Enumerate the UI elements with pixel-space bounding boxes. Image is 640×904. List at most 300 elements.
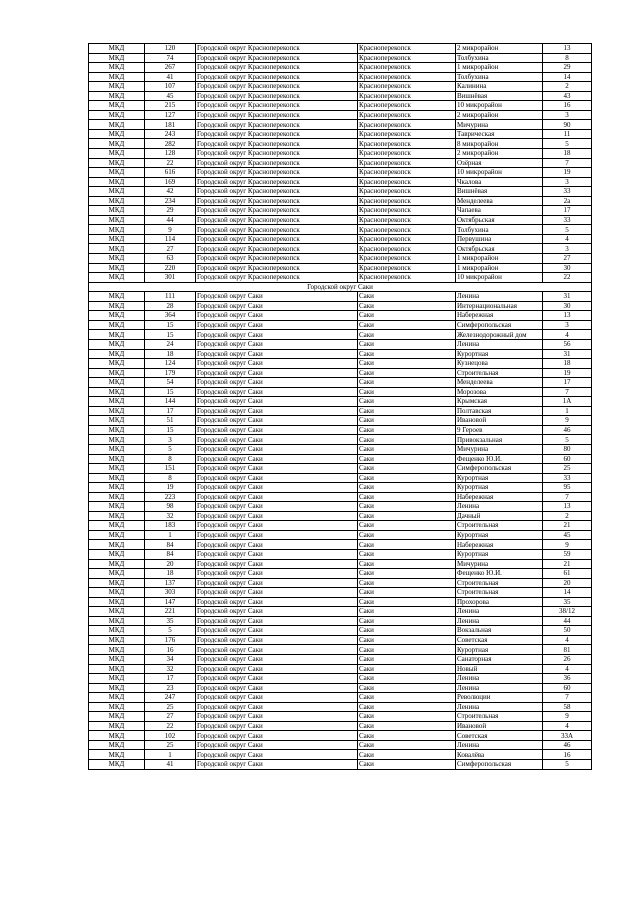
house-number-cell: 4: [543, 234, 592, 244]
municipality-cell: Городской округ Саки: [196, 292, 358, 302]
house-number-cell: 1: [543, 406, 592, 416]
street-cell: Менделеева: [456, 378, 543, 388]
municipality-cell: Городской округ Красноперекопск: [196, 72, 358, 82]
house-number-cell: 9: [543, 416, 592, 426]
city-cell: Красноперекопск: [358, 91, 456, 101]
street-cell: Чапаева: [456, 206, 543, 216]
city-cell: Красноперекопск: [358, 206, 456, 216]
house-number-cell: 8: [543, 53, 592, 63]
street-cell: Симферопольская: [456, 320, 543, 330]
street-cell: Курортная: [456, 349, 543, 359]
building-type-cell: МКД: [89, 454, 145, 464]
municipality-cell: Городской округ Красноперекопск: [196, 110, 358, 120]
table-row: [89, 645, 592, 655]
municipality-cell: Городской округ Саки: [196, 740, 358, 750]
city-cell: Саки: [358, 521, 456, 531]
municipality-cell: Городской округ Саки: [196, 712, 358, 722]
city-cell: Саки: [358, 292, 456, 302]
table-row: [89, 387, 592, 397]
house-number-cell: 9: [543, 712, 592, 722]
city-cell: Красноперекопск: [358, 129, 456, 139]
city-cell: Саки: [358, 406, 456, 416]
house-number-cell: 3: [543, 244, 592, 254]
building-type-cell: МКД: [89, 378, 145, 388]
number-cell: 234: [145, 196, 196, 206]
street-cell: Новый: [456, 664, 543, 674]
city-cell: Саки: [358, 740, 456, 750]
building-type-cell: МКД: [89, 359, 145, 369]
house-number-cell: 13: [543, 44, 592, 54]
number-cell: 243: [145, 129, 196, 139]
section-heading: Городской округ Саки: [89, 282, 592, 292]
municipality-cell: Городской округ Красноперекопск: [196, 215, 358, 225]
house-number-cell: 17: [543, 206, 592, 216]
house-number-cell: 9: [543, 540, 592, 550]
municipality-cell: Городской округ Саки: [196, 626, 358, 636]
table-row: [89, 225, 592, 235]
city-cell: Саки: [358, 664, 456, 674]
table-row: [89, 521, 592, 531]
city-cell: Саки: [358, 330, 456, 340]
table-row: [89, 320, 592, 330]
city-cell: Саки: [358, 540, 456, 550]
municipality-cell: Городской округ Красноперекопск: [196, 196, 358, 206]
table-row: [89, 63, 592, 73]
municipality-cell: Городской округ Саки: [196, 645, 358, 655]
number-cell: 19: [145, 483, 196, 493]
city-cell: Саки: [358, 473, 456, 483]
table-row: [89, 683, 592, 693]
street-cell: Ленина: [456, 502, 543, 512]
house-number-cell: 19: [543, 168, 592, 178]
building-type-cell: МКД: [89, 120, 145, 130]
table-row: [89, 530, 592, 540]
street-cell: Строительная: [456, 368, 543, 378]
number-cell: 151: [145, 464, 196, 474]
building-type-cell: МКД: [89, 578, 145, 588]
table-row: [89, 502, 592, 512]
table-row: [89, 234, 592, 244]
table-row: [89, 139, 592, 149]
building-type-cell: МКД: [89, 683, 145, 693]
city-cell: Саки: [358, 387, 456, 397]
number-cell: 98: [145, 502, 196, 512]
city-cell: Красноперекопск: [358, 263, 456, 273]
house-number-cell: 30: [543, 301, 592, 311]
table-row: [89, 740, 592, 750]
street-cell: Железнодорожный дом: [456, 330, 543, 340]
house-number-cell: 27: [543, 254, 592, 264]
number-cell: 44: [145, 215, 196, 225]
street-cell: Революции: [456, 693, 543, 703]
table-body: [89, 44, 592, 770]
street-cell: 9 Героев: [456, 425, 543, 435]
street-cell: 2 микрорайон: [456, 149, 543, 159]
building-type-cell: МКД: [89, 674, 145, 684]
table-row: [89, 664, 592, 674]
table-row: [89, 454, 592, 464]
street-cell: Первушина: [456, 234, 543, 244]
street-cell: Ивановой: [456, 721, 543, 731]
building-type-cell: МКД: [89, 91, 145, 101]
table-row: [89, 196, 592, 206]
house-number-cell: 56: [543, 339, 592, 349]
building-type-cell: МКД: [89, 330, 145, 340]
number-cell: 42: [145, 187, 196, 197]
house-number-cell: 7: [543, 492, 592, 502]
municipality-cell: Городской округ Саки: [196, 702, 358, 712]
building-type-cell: МКД: [89, 158, 145, 168]
municipality-cell: Городской округ Саки: [196, 502, 358, 512]
municipality-cell: Городской округ Саки: [196, 674, 358, 684]
city-cell: Саки: [358, 721, 456, 731]
number-cell: 144: [145, 397, 196, 407]
municipality-cell: Городской округ Красноперекопск: [196, 254, 358, 264]
table-row: [89, 91, 592, 101]
table-row: [89, 378, 592, 388]
building-type-cell: МКД: [89, 416, 145, 426]
table-row: [89, 702, 592, 712]
number-cell: 114: [145, 234, 196, 244]
street-cell: Калинина: [456, 82, 543, 92]
street-cell: Набережная: [456, 492, 543, 502]
house-number-cell: 81: [543, 645, 592, 655]
section-heading-row: [89, 282, 592, 292]
city-cell: Красноперекопск: [358, 110, 456, 120]
municipality-cell: Городской округ Красноперекопск: [196, 225, 358, 235]
number-cell: 41: [145, 72, 196, 82]
municipality-cell: Городской округ Красноперекопск: [196, 53, 358, 63]
table-row: [89, 149, 592, 159]
street-cell: Советская: [456, 731, 543, 741]
table-row: [89, 588, 592, 598]
house-number-cell: 29: [543, 63, 592, 73]
building-type-cell: МКД: [89, 177, 145, 187]
house-number-cell: 5: [543, 760, 592, 770]
house-number-cell: 43: [543, 91, 592, 101]
house-number-cell: 14: [543, 72, 592, 82]
table-row: [89, 616, 592, 626]
building-type-cell: МКД: [89, 511, 145, 521]
building-type-cell: МКД: [89, 483, 145, 493]
municipality-cell: Городской округ Саки: [196, 416, 358, 426]
municipality-cell: Городской округ Саки: [196, 664, 358, 674]
number-cell: 41: [145, 760, 196, 770]
municipality-cell: Городской округ Саки: [196, 655, 358, 665]
city-cell: Красноперекопск: [358, 254, 456, 264]
municipality-cell: Городской округ Саки: [196, 750, 358, 760]
municipality-cell: Городской округ Красноперекопск: [196, 63, 358, 73]
table-row: [89, 244, 592, 254]
house-number-cell: 17: [543, 378, 592, 388]
street-cell: Октябрьская: [456, 244, 543, 254]
table-row: [89, 597, 592, 607]
house-number-cell: 21: [543, 559, 592, 569]
number-cell: 17: [145, 674, 196, 684]
municipality-cell: Городской округ Красноперекопск: [196, 273, 358, 283]
street-cell: Вокзальная: [456, 626, 543, 636]
municipality-cell: Городской округ Саки: [196, 569, 358, 579]
house-number-cell: 16: [543, 750, 592, 760]
municipality-cell: Городской округ Саки: [196, 549, 358, 559]
number-cell: 176: [145, 635, 196, 645]
street-cell: Ленина: [456, 740, 543, 750]
house-number-cell: 11: [543, 129, 592, 139]
building-type-cell: МКД: [89, 569, 145, 579]
house-number-cell: 22: [543, 273, 592, 283]
building-type-cell: МКД: [89, 740, 145, 750]
table-row: [89, 311, 592, 321]
house-number-cell: 14: [543, 588, 592, 598]
table-row: [89, 578, 592, 588]
number-cell: 120: [145, 44, 196, 54]
city-cell: Саки: [358, 635, 456, 645]
number-cell: 22: [145, 158, 196, 168]
table-row: [89, 101, 592, 111]
house-number-cell: 5: [543, 435, 592, 445]
building-type-cell: МКД: [89, 635, 145, 645]
city-cell: Саки: [358, 655, 456, 665]
street-cell: 10 микрорайон: [456, 168, 543, 178]
building-type-cell: МКД: [89, 168, 145, 178]
building-type-cell: МКД: [89, 607, 145, 617]
city-cell: Саки: [358, 760, 456, 770]
table-row: [89, 44, 592, 54]
house-number-cell: 35: [543, 597, 592, 607]
house-number-cell: 46: [543, 425, 592, 435]
city-cell: Красноперекопск: [358, 53, 456, 63]
municipality-cell: Городской округ Саки: [196, 483, 358, 493]
table-row: [89, 712, 592, 722]
street-cell: Курортная: [456, 549, 543, 559]
city-cell: Саки: [358, 320, 456, 330]
building-type-cell: МКД: [89, 693, 145, 703]
street-cell: Полтавская: [456, 406, 543, 416]
municipality-cell: Городской округ Саки: [196, 397, 358, 407]
street-cell: Ленина: [456, 702, 543, 712]
building-type-cell: МКД: [89, 139, 145, 149]
number-cell: 84: [145, 549, 196, 559]
number-cell: 223: [145, 492, 196, 502]
number-cell: 54: [145, 378, 196, 388]
house-number-cell: 26: [543, 655, 592, 665]
city-cell: Саки: [358, 731, 456, 741]
house-number-cell: 33: [543, 187, 592, 197]
house-number-cell: 46: [543, 740, 592, 750]
house-number-cell: 50: [543, 626, 592, 636]
table-row: [89, 301, 592, 311]
building-type-cell: МКД: [89, 645, 145, 655]
street-cell: 2 микрорайон: [456, 110, 543, 120]
number-cell: 183: [145, 521, 196, 531]
table-row: [89, 206, 592, 216]
street-cell: Октябрьская: [456, 215, 543, 225]
building-type-cell: МКД: [89, 149, 145, 159]
table-row: [89, 158, 592, 168]
building-type-cell: МКД: [89, 464, 145, 474]
number-cell: 18: [145, 349, 196, 359]
city-cell: Красноперекопск: [358, 244, 456, 254]
municipality-cell: Городской округ Саки: [196, 511, 358, 521]
number-cell: 8: [145, 473, 196, 483]
number-cell: 221: [145, 607, 196, 617]
table-row: [89, 464, 592, 474]
number-cell: 84: [145, 540, 196, 550]
house-number-cell: 1А: [543, 397, 592, 407]
table-row: [89, 693, 592, 703]
table-row: [89, 53, 592, 63]
table-row: [89, 359, 592, 369]
house-number-cell: 2а: [543, 196, 592, 206]
table-row: [89, 674, 592, 684]
building-type-cell: МКД: [89, 273, 145, 283]
number-cell: 16: [145, 645, 196, 655]
building-type-cell: МКД: [89, 502, 145, 512]
street-cell: Мичурина: [456, 559, 543, 569]
municipality-cell: Городской округ Саки: [196, 597, 358, 607]
number-cell: 301: [145, 273, 196, 283]
building-type-cell: МКД: [89, 368, 145, 378]
city-cell: Саки: [358, 626, 456, 636]
table-row: [89, 330, 592, 340]
building-type-cell: МКД: [89, 626, 145, 636]
street-cell: Кузнецова: [456, 359, 543, 369]
table-row: [89, 273, 592, 283]
street-cell: Толбухина: [456, 225, 543, 235]
table-row: [89, 416, 592, 426]
building-type-cell: МКД: [89, 53, 145, 63]
street-cell: Дачный: [456, 511, 543, 521]
building-type-cell: МКД: [89, 72, 145, 82]
municipality-cell: Городской округ Красноперекопск: [196, 149, 358, 159]
building-type-cell: МКД: [89, 750, 145, 760]
city-cell: Красноперекопск: [358, 215, 456, 225]
table-row: [89, 82, 592, 92]
building-type-cell: МКД: [89, 206, 145, 216]
municipality-cell: Городской округ Саки: [196, 731, 358, 741]
street-cell: Привокзальная: [456, 435, 543, 445]
city-cell: Саки: [358, 693, 456, 703]
house-number-cell: 18: [543, 359, 592, 369]
table-row: [89, 339, 592, 349]
municipality-cell: Городской округ Саки: [196, 378, 358, 388]
building-type-cell: МКД: [89, 397, 145, 407]
city-cell: Саки: [358, 569, 456, 579]
house-number-cell: 5: [543, 139, 592, 149]
city-cell: Саки: [358, 559, 456, 569]
street-cell: 2 микрорайон: [456, 44, 543, 54]
building-type-cell: МКД: [89, 187, 145, 197]
building-type-cell: МКД: [89, 349, 145, 359]
municipality-cell: Городской округ Красноперекопск: [196, 168, 358, 178]
city-cell: Саки: [358, 425, 456, 435]
street-cell: Набережная: [456, 540, 543, 550]
number-cell: 215: [145, 101, 196, 111]
street-cell: 10 микрорайон: [456, 101, 543, 111]
building-type-cell: МКД: [89, 406, 145, 416]
house-number-cell: 3: [543, 320, 592, 330]
municipality-cell: Городской округ Саки: [196, 473, 358, 483]
house-number-cell: 30: [543, 263, 592, 273]
city-cell: Саки: [358, 368, 456, 378]
table-row: [89, 444, 592, 454]
number-cell: 35: [145, 616, 196, 626]
building-type-cell: МКД: [89, 82, 145, 92]
municipality-cell: Городской округ Красноперекопск: [196, 187, 358, 197]
number-cell: 107: [145, 82, 196, 92]
table-row: [89, 549, 592, 559]
building-type-cell: МКД: [89, 301, 145, 311]
city-cell: Саки: [358, 502, 456, 512]
building-type-cell: МКД: [89, 760, 145, 770]
house-number-cell: 13: [543, 311, 592, 321]
house-number-cell: 7: [543, 387, 592, 397]
house-number-cell: 4: [543, 635, 592, 645]
number-cell: 137: [145, 578, 196, 588]
municipality-cell: Городской округ Красноперекопск: [196, 158, 358, 168]
street-cell: Курортная: [456, 473, 543, 483]
building-type-cell: МКД: [89, 339, 145, 349]
municipality-cell: Городской округ Саки: [196, 588, 358, 598]
table-row: [89, 540, 592, 550]
house-number-cell: 5: [543, 225, 592, 235]
municipality-cell: Городской округ Саки: [196, 320, 358, 330]
city-cell: Красноперекопск: [358, 273, 456, 283]
house-number-cell: 38/12: [543, 607, 592, 617]
city-cell: Саки: [358, 444, 456, 454]
municipality-cell: Городской округ Красноперекопск: [196, 263, 358, 273]
city-cell: Красноперекопск: [358, 63, 456, 73]
number-cell: 27: [145, 244, 196, 254]
table-row: [89, 349, 592, 359]
municipality-cell: Городской округ Красноперекопск: [196, 129, 358, 139]
house-number-cell: 33: [543, 215, 592, 225]
street-cell: Курортная: [456, 530, 543, 540]
table-row: [89, 120, 592, 130]
number-cell: 128: [145, 149, 196, 159]
street-cell: Фещенко Ю.И.: [456, 569, 543, 579]
table-row: [89, 483, 592, 493]
city-cell: Красноперекопск: [358, 72, 456, 82]
municipality-cell: Городской округ Саки: [196, 301, 358, 311]
municipality-cell: Городской округ Саки: [196, 578, 358, 588]
city-cell: Саки: [358, 588, 456, 598]
table-row: [89, 110, 592, 120]
table-row: [89, 731, 592, 741]
house-number-cell: 3: [543, 177, 592, 187]
city-cell: Саки: [358, 311, 456, 321]
city-cell: Красноперекопск: [358, 196, 456, 206]
building-type-cell: МКД: [89, 320, 145, 330]
building-type-cell: МКД: [89, 215, 145, 225]
municipality-cell: Городской округ Красноперекопск: [196, 206, 358, 216]
street-cell: Ленина: [456, 616, 543, 626]
house-number-cell: 44: [543, 616, 592, 626]
building-type-cell: МКД: [89, 244, 145, 254]
number-cell: 8: [145, 454, 196, 464]
number-cell: 29: [145, 206, 196, 216]
house-number-cell: 13: [543, 502, 592, 512]
municipality-cell: Городской округ Красноперекопск: [196, 177, 358, 187]
number-cell: 247: [145, 693, 196, 703]
municipality-cell: Городской округ Саки: [196, 683, 358, 693]
table-row: [89, 215, 592, 225]
number-cell: 32: [145, 664, 196, 674]
municipality-cell: Городской округ Красноперекопск: [196, 244, 358, 254]
street-cell: 1 микрорайон: [456, 63, 543, 73]
table-row: [89, 655, 592, 665]
street-cell: Строительная: [456, 712, 543, 722]
